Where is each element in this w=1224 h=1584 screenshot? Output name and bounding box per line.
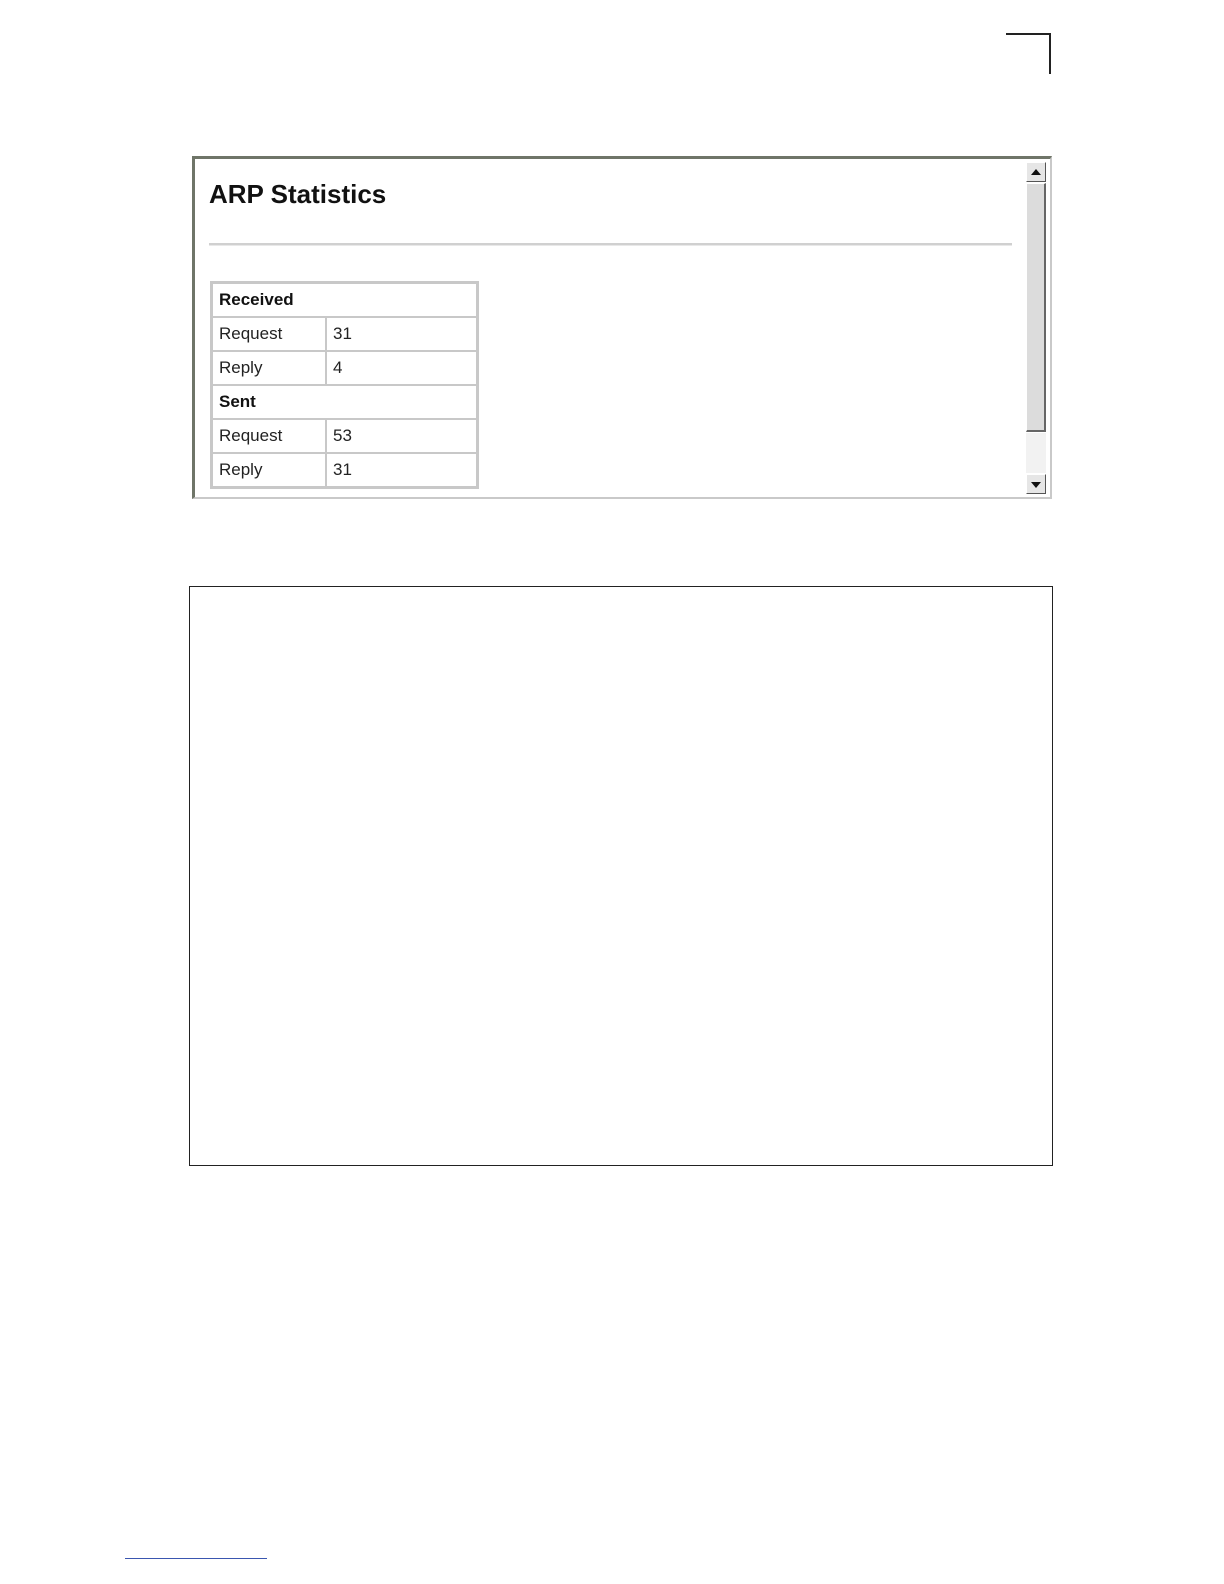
arrow-up-icon (1031, 169, 1041, 175)
page-content (195, 159, 1025, 497)
section-header-sent: Sent (212, 385, 477, 419)
row-value: 31 (326, 453, 477, 487)
crop-mark (1006, 33, 1051, 74)
row-value: 31 (326, 317, 477, 351)
arrow-down-icon (1031, 482, 1041, 488)
scroll-track[interactable] (1026, 433, 1046, 473)
table-row (212, 385, 477, 419)
vertical-scrollbar[interactable] (1024, 159, 1048, 497)
web-page-window (192, 156, 1052, 499)
page-title: ARP Statistics (209, 179, 387, 209)
section-header-received: Received (212, 283, 477, 317)
empty-frame (189, 586, 1053, 1166)
row-value: 4 (326, 351, 477, 385)
scroll-thumb[interactable] (1026, 183, 1046, 432)
row-value: 53 (326, 419, 477, 453)
row-label: Reply (212, 351, 326, 385)
title-divider (209, 243, 1012, 246)
row-label: Request (212, 317, 326, 351)
table-row (212, 351, 477, 385)
table-row (212, 419, 477, 453)
table-row (212, 453, 477, 487)
row-label: Reply (212, 453, 326, 487)
scroll-up-button[interactable] (1026, 162, 1046, 182)
table-row (212, 317, 477, 351)
footer-rule (125, 1558, 267, 1559)
row-label: Request (212, 419, 326, 453)
arp-statistics-table (210, 281, 479, 489)
scroll-down-button[interactable] (1026, 474, 1046, 494)
table-row (212, 283, 477, 317)
